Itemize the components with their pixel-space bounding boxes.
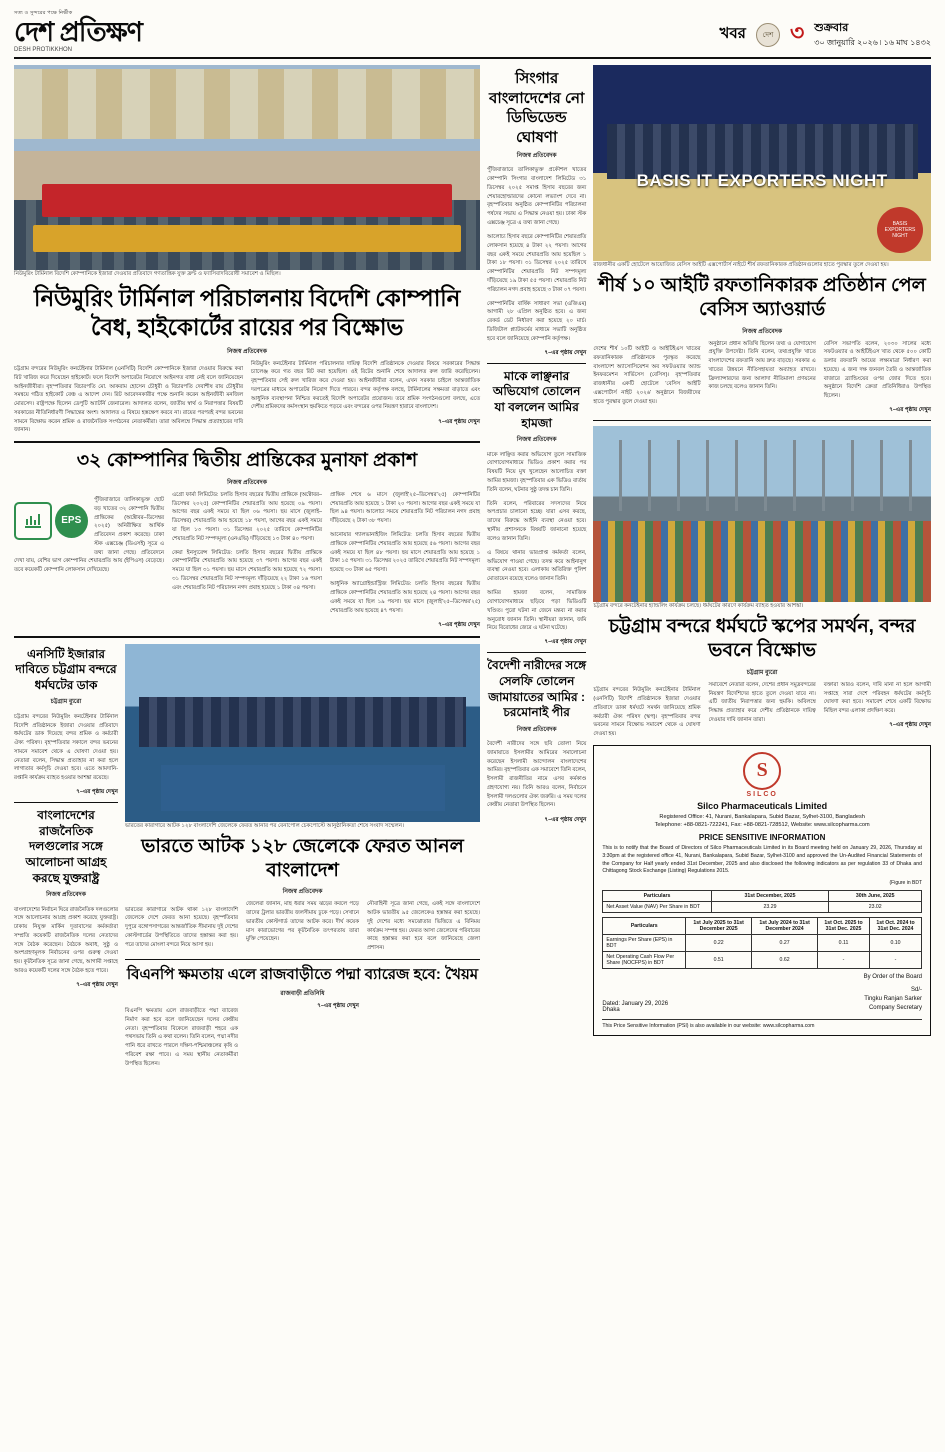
fishermen-paragraph-2: জেলেরা জানান, মাছ ধরার সময় ঝড়ের কবলে পড়ে তাদের ট্রলার ভারতীয় জলসীমায় ঢুকে পড়ে। সেখানে ভারতীয় কোস্টগার্ড তাদের আটক করে। দীর্ঘ কয়েক মাস কারাভোগের পর কূটনৈতিক তৎপরতায় তারা মুক্তি পেয়েছেন। — [246, 901, 359, 943]
ad-signatory-name: Tingku Ranjan Sarker — [864, 996, 922, 1003]
divider-1 — [14, 441, 480, 443]
fishermen-byline: নিজস্ব প্রতিবেদক — [282, 889, 323, 896]
seal-icon: দেশ — [756, 23, 780, 47]
photo-banners-row — [14, 69, 480, 139]
divider-3 — [14, 802, 118, 803]
th2-q2-2025: 1st Oct. 2025 to 31st Dec. 2025 — [818, 918, 870, 935]
column-middle — [487, 65, 586, 1068]
ad-signatory-block — [864, 986, 922, 1013]
port-paragraph-3: বক্তারা আরও বলেন, দাবি মানা না হলে আগামী সপ্তাহে সারা দেশে পরিবহন ধর্মঘটের কর্মসূচি ঘোষণা করা হবে। সমাবেশ শেষে একটি বিক্ষোভ মিছিল বন্দর এলাকা প্রদক্ষিণ করে। — [823, 681, 931, 715]
profit-headline: ৩২ কোম্পানির দ্বিতীয় প্রান্তিকের মুনাফা প্রকাশ — [76, 450, 418, 472]
side-small-byline: নিজস্ব প্রতিবেদক — [516, 726, 557, 733]
divider-4 — [125, 959, 480, 960]
ad-footer-note: This Price Sensitive Information (PSI) is also available in our website: www.silcopharma.com — [602, 1019, 922, 1029]
day-name: শুক্রবার — [814, 22, 849, 35]
th2-particulars: Particulars — [603, 918, 686, 935]
singer-paragraph-3: কোম্পানিটির বার্ষিক সাধারণ সভা (এজিএম) আগামী ২৮ এপ্রিল অনুষ্ঠিত হবে। এ জন্য রেকর্ড ডেট নির্ধারণ করা হয়েছে ২০ মার্চ। ডিজিটাল প্ল্যাটফর্মের মাধ্যমে সভাটি অনুষ্ঠিত হবে বলে জানিয়েছে কোম্পানি কর্তৃপক্ষ। — [487, 300, 587, 342]
td-eps-v2: 0.27 — [752, 935, 818, 952]
port-paragraph-1: চট্টগ্রাম বন্দরের নিউমুরিং কনটেইনার টার্মিনাল (এনসিটি) বিদেশি প্রতিষ্ঠানকে ইজারা দেওয়ার প্রতিবাদে ডাকা ধর্মঘটে সমর্থন জানিয়েছে শ্রমিক কর্মচারী ঐক্য পরিষদ (স্কপ)। বৃহস্পতিবার বন্দর ভবনের সামনে বিক্ষোভ সমাবেশ থেকে এ ঘোষণা দেওয়া হয়। — [593, 687, 701, 738]
hamza-paragraph-4: আমির হামজা বলেন, সামাজিক যোগাযোগমাধ্যমে ছড়িয়ে পড়া ভিডিওটি খণ্ডিত। পুরো ঘটনা না জেনে মন্তব্য না করার অনুরোধ জানান তিনি। স্থানীয়রা জানান, জমি নিয়ে বিরোধের জেরে এ ঘটনা ঘটেছে। — [487, 590, 587, 632]
profit-paragraph-1: পুঁজিবাজারে তালিকাভুক্ত ছোট বড় খাতের ৩২ কোম্পানি দ্বিতীয় প্রান্তিকের (অক্টোবর–ডিসেম্বর ২০২৫) অনিরীক্ষিত আর্থিক প্রতিবেদন প্রকাশ করেছে। ঢাকা স্টক এক্সচেঞ্জ (ডিএসই) সূত্রে এ তথ্য জানা গেছে। প্রতিবেদনে দেখা যায়, বেশির ভাগ কোম্পানির শেয়ারপ্রতি আয় (ইপিএস) বেড়েছে। তবে কয়েকটি কোম্পানি লোকসান দেখিয়েছে। — [14, 497, 164, 574]
singer-paragraph-2: আলোচ্য হিসাব বছরে কোম্পানিটির শেয়ারপ্রতি লোকসান হয়েছে ৪ টাকা ২২ পয়সা। আগের বছর একই সময়ে শেয়ারপ্রতি আয় হয়েছিল ১ টাকা ১৮ পয়সা। ৩১ ডিসেম্বর ২০২৫ তারিখে কোম্পানিটির শেয়ারপ্রতি নিট সম্পদমূল্য দাঁড়িয়েছে ১৯ টাকা ৫৫ পয়সা। শেয়ারপ্রতি নিট পরিচালন নগদ প্রবাহ হয়েছে ৩ টাকা ০৭ পয়সা। — [487, 234, 587, 293]
ad-by-order: By Order of the Board — [863, 974, 922, 981]
table-row — [603, 935, 922, 952]
profit-continuation: ৭–এর পৃষ্ঠায় দেখুন — [438, 621, 480, 628]
basis-photo-caption: রাজধানীর একটি হোটেলে আয়োজিত বেসিস আইটি এক্সপোর্টার্স নাইটে শীর্ষ রফতানিকারক প্রতিষ্ঠানগুলোর হাতে পুরস্কার তুলে দেওয়া হয়। — [593, 262, 889, 268]
td-eps-v3: 0.11 — [818, 935, 870, 952]
ad-address-1: Registered Office: 41, Nurani, Bankalapara, Subid Bazar, Sylhet-3100, Bangladesh — [659, 813, 865, 820]
fishermen-headline: ভারতে আটক ১২৮ জেলেকে ফেরত আনল বাংলাদেশ — [141, 835, 464, 881]
silco-wordmark: SILCO — [746, 790, 778, 798]
page-number: ৩ — [789, 20, 805, 45]
divider-7 — [593, 420, 931, 421]
ad-psi-title: PRICE SENSITIVE INFORMATION — [698, 833, 826, 843]
silco-logo — [602, 752, 922, 798]
page-columns — [14, 65, 931, 1068]
newspaper-logo: দেশ প্রতিক্ষণ — [14, 17, 142, 47]
ncit-byline: চট্টগ্রাম ব্যুরো — [50, 699, 82, 706]
table-header-row — [603, 891, 922, 902]
lead-photo-caption: নিউমুরিং টার্মিনাল বিদেশি কোম্পানিকে ইজারা দেওয়ার প্রতিবাদে গণতান্ত্রিক যুক্ত ফ্রন্ট ও ফ্যাসিবাদবিরোধী সমাবেশ ও মিছিল। — [14, 271, 281, 277]
td-eps-v1: 0.22 — [686, 935, 752, 952]
ad-company-name: Silco Pharmaceuticals Limited — [697, 800, 828, 811]
th2-q2-2024: 1st Oct. 2024 to 31st Dec. 2024 — [870, 918, 922, 935]
photo-red-banner — [42, 184, 452, 217]
singer-byline: নিজস্ব প্রতিবেদক — [516, 153, 557, 159]
politics-continuation: ৭–এর পৃষ্ঠায় দেখুন — [76, 982, 118, 989]
growth-chart-icon — [14, 502, 52, 540]
photo-containers — [593, 521, 931, 602]
politics-byline: নিজস্ব প্রতিবেদক — [46, 892, 86, 899]
ncit-column — [14, 644, 118, 1069]
table-header-row — [603, 918, 922, 935]
basis-paragraph-3: বেসিস সভাপতি বলেন, ২০৩০ সালের মধ্যে সফটওয়্যার ও আইটিইএস খাত থেকে ৫০০ কোটি ডলার রফতানি আয়ের লক্ষ্যমাত্রা নির্ধারণ করা হয়েছে। এ জন্য দক্ষ জনবল তৈরি ও আন্তর্জাতিক বাজারে ব্র্যান্ডিংয়ের ওপর জোর দিতে হবে। অনুষ্ঠানে বিদেশি ক্রেতা প্রতিনিধিরাও উপস্থিত ছিলেন। — [823, 340, 931, 400]
bnp-body — [125, 1002, 480, 1069]
lead-paragraph-1: চট্টগ্রাম বন্দরের নিউমুরিং কনটেইনার টার্মিনাল (এনসিটি) বিদেশি কোম্পানিকে ইজারা দেওয়ার বিরুদ্ধে করা রিট খারিজ করে দিয়েছেন হাইকোর্ট। ফলে বিদেশি অপারেটর নিয়োগে আইনগত বাধা নেই বলে জানিয়েছেন আইনজীবীরা। বৃহস্পতিবার বিচারপতি মো. আকরাম হোসেন চৌধুরী ও বিচারপতি দেবাশীষ রায় চৌধুরীর সমন্বয়ে গঠিত হাইকোর্ট বেঞ্চ এ আদেশ দেন। রিট আবেদনকারীর পক্ষে শুনানি করেন আইনজীবী মনজিল মোরসেদ। রাষ্ট্রপক্ষে ছিলেন ডেপুটি অ্যাটর্নি জেনারেল। আদালত বলেন, জাতীয় স্বার্থ ও নিরাপত্তার বিষয়টি সরকারের নীতিনির্ধারণী সিদ্ধান্তের অংশ। আদালত এ বিষয়ে হস্তক্ষেপ করবে না। রায়ের পরপরই বন্দর ভবনের সামনে বিক্ষোভ করেন শ্রমিক ও রাজনৈতিক সংগঠনের নেতাকর্মীরা। তারা অবিলম্বে সিদ্ধান্ত প্রত্যাহারের দাবি জানান। — [14, 366, 243, 434]
bnp-continuation: ৭–এর পৃষ্ঠায় দেখুন — [317, 1002, 359, 1009]
th2-h1-2024: 1st July 2024 to 31st December 2024 — [752, 918, 818, 935]
th-jun-2025: 30th June, 2025 — [829, 891, 922, 902]
politics-body: বাংলাদেশের নির্বাচন ঘিরে রাজনৈতিক দলগুলোর সঙ্গে আলোচনার আগ্রহ প্রকাশ করেছে যুক্তরাষ্ট্র। ঢাকায় নিযুক্ত মার্কিন দূতাবাসের কর্মকর্তারা সম্প্রতি কয়েকটি রাজনৈতিক দলের নেতাদের সঙ্গে বৈঠক করেছেন। বৈঠকে অবাধ, সুষ্ঠু ও অংশগ্রহণমূলক নির্বাচনের ওপর গুরুত্ব দেওয়া হয়। কূটনৈতিক সূত্রে জানা গেছে, আগামী সপ্তাহে আরও কয়েকটি দলের সঙ্গে বৈঠক হতে পারে। — [14, 906, 118, 974]
profit-body — [14, 491, 480, 630]
section-label: খবর — [719, 25, 746, 42]
masthead-logo-block — [14, 10, 194, 53]
td-nav-label: Net Asset Value (NAV) Per Share in BDT — [603, 902, 711, 913]
hamza-paragraph-2: তিনি বলেন, পরিবারের সদস্যদের নিয়ে অপপ্রচার চালানো হচ্ছে। যারা এসব করছে, তাদের বিরুদ্ধে আইনি ব্যবস্থা নেওয়া হবে। স্থানীয় প্রশাসনকে বিষয়টি জানানো হয়েছে বলেও জানান তিনি। — [487, 500, 587, 542]
silco-mark-icon: S — [743, 752, 781, 790]
port-paragraph-2: সমাবেশে নেতারা বলেন, দেশের প্রধান সমুদ্রবন্দরের নিয়ন্ত্রণ বিদেশিদের হাতে তুলে দেওয়া যাবে না। এটি জাতীয় নিরাপত্তার জন্য হুমকি। অবিলম্বে সিদ্ধান্ত প্রত্যাহার করে দেশীয় প্রতিষ্ঠানকে দায়িত্ব দেওয়ার দাবি জানান তারা। — [708, 681, 816, 723]
basis-paragraph-1: দেশের শীর্ষ ১০টি আইটি ও আইটিইএস খাতের রফতানিকারক প্রতিষ্ঠানকে পুরস্কৃত করেছে বাংলাদেশ অ্যাসোসিয়েশন অব সফটওয়্যার অ্যান্ড ইনফরমেশন সার্ভিসেস (বেসিস)। বৃহস্পতিবার রাজধানীর একটি হোটেলে 'বেসিস আইটি এক্সপোর্টার্স নাইট ২০২৬' অনুষ্ঠানে বিজয়ীদের হাতে পুরস্কার তুলে দেওয়া হয়। — [593, 346, 701, 405]
bnp-byline: রাজবাড়ী প্রতিনিধি — [280, 990, 325, 997]
profit-paragraph-5: আনোয়ার গ্যালভানাইজিং লিমিটেড: চলতি হিসাব বছরের দ্বিতীয় প্রান্তিকে কোম্পানিটির শেয়ারপ্রতি আয় হয়েছে ৫৬ পয়সা। আগের বছর একই সময়ে যা ছিল ৪৮ পয়সা। ছয় মাসে শেয়ারপ্রতি আয় হয়েছে ১ টাকা ১৫ পয়সা। ৩১ ডিসেম্বর ২০২৫ তারিখে শেয়ারপ্রতি নিট সম্পদমূল্য হয়েছে ৩০ টাকা ৬৫ পয়সা। — [330, 532, 481, 574]
lead-paragraph-2: নিউমুরিং কনটেইনার টার্মিনাল পরিচালনার দায়িত্ব বিদেশি প্রতিষ্ঠানকে দেওয়ার বিষয়ে সরকারের সিদ্ধান্ত চ্যালেঞ্জ করে গত বছর রিট করা হয়েছিল। ওই রিটের শুনানি শেষে আদালত রুল জারি করেছিলেন। বৃহস্পতিবার সেই রুল খারিজ করে দেওয়া হয়। আইনজীবীরা বলেন, এখন সরকার চাইলে আন্তর্জাতিক দরপত্রের মাধ্যমে অপারেটর নিয়োগ দিতে পারবে। বন্দর কর্তৃপক্ষ বলছে, টার্মিনালের সক্ষমতা বাড়াতে এবং আধুনিক ব্যবস্থাপনা নিশ্চিত করতেই বিদেশি অপারেটর প্রয়োজন। তবে শ্রমিক সংগঠনগুলো বলছে, এতে দেশীয় শ্রমিকদের কর্মসংস্থান হুমকিতে পড়বে এবং বন্দরের ওপর নিয়ন্ত্রণ হারাবে বাংলাদেশ। — [251, 360, 480, 411]
th2-h1-2025: 1st July 2025 to 31st December 2025 — [686, 918, 752, 935]
ncit-headline: এনসিটি ইজারার দাবিতে চট্টগ্রাম বন্দরে ধর্মঘটের ডাক — [15, 646, 117, 692]
basis-headline: শীর্ষ ১০ আইটি রফতানিকারক প্রতিষ্ঠান পেল বেসিস অ্যাওয়ার্ড — [598, 275, 926, 320]
singer-headline: সিংগার বাংলাদেশের নো ডিভিডেন্ড ঘোষণা — [489, 70, 585, 146]
hamza-paragraph-1: মাকে লাঞ্ছিত করার অভিযোগ তুলে সামাজিক যোগাযোগমাধ্যমে ভিডিও প্রকাশ করার পর বিষয়টি নিয়ে মুখ খুলেছেন আলোচিত বক্তা আমির হামজা। বৃহস্পতিবার এক ভিডিও বার্তায় তিনি বলেন, ঘটনার সুষ্ঠু তদন্ত চান তিনি। — [487, 451, 587, 493]
ad-date-block — [602, 1001, 668, 1013]
advertisement-price-sensitive-info — [593, 745, 931, 1036]
hamza-headline: মাকে লাঞ্ছনার অভিযোগ তোলেন যা বললেন আমির হামজা — [492, 368, 581, 430]
bnp-headline: বিএনপি ক্ষমতায় এলে রাজবাড়ীতে পদ্মা ব্যারেজ হবে: খৈয়ম — [126, 966, 479, 984]
fishermen-paragraph-1: ভারতের কারাগারে আটক থাকা ১২৮ বাংলাদেশি জেলেকে দেশে ফেরত আনা হয়েছে। বৃহস্পতিবার দুপুরে বঙ্গোপসাগরের আন্তর্জাতিক সীমানায় দুই দেশের কোস্টগার্ডের উপস্থিতিতে তাদের হস্তান্তর করা হয়। পরে তাদের মোংলা বন্দরে নিয়ে আসা হয়। — [125, 906, 238, 948]
photo-yellow-banner — [33, 225, 462, 252]
ad-signatory-title: Company Secretary — [868, 1005, 922, 1012]
ad-table-nav — [602, 890, 922, 913]
td-nocfps-v2: 0.62 — [752, 952, 818, 969]
newspaper-logo-latin: DESH PROTIKKHON — [14, 47, 73, 53]
lead-body — [14, 360, 480, 435]
hamza-continuation: ৭–এর পৃষ্ঠায় দেখুন — [544, 639, 587, 646]
ncit-continuation: ৭–এর পৃষ্ঠায় দেখুন — [76, 789, 118, 796]
fishermen-column — [125, 644, 480, 1069]
date-text: ৩০ জানুয়ারি ২০২৬ ৷ ১৬ মাঘ ১৪৩২ — [814, 37, 931, 47]
hamza-paragraph-3: এ বিষয়ে থানার ভারপ্রাপ্ত কর্মকর্তা বলেন, অভিযোগ পাওয়া গেছে। তদন্ত করে আইনানুগ ব্যবস্থা নেওয়া হবে। এলাকায় অতিরিক্ত পুলিশ মোতায়েন রয়েছে বলেও জানান তিনি। — [487, 549, 587, 583]
bnp-paragraph: বিএনপি ক্ষমতায় এলে রাজবাড়ীতে পদ্মা ব্যারেজ নির্মাণ করা হবে বলে জানিয়েছেন দলের কেন্দ্রীয় নেতা। বৃহস্পতিবার বিকেলে রাজবাড়ী শহরে এক পথসভায় তিনি এ কথা বলেন। তিনি বলেন, পদ্মা নদীর পানি ধরে রাখতে পারলে দক্ষিণ-পশ্চিমাঞ্চলের কৃষি ও পরিবেশ রক্ষা পাবে। এ সময় স্থানীয় নেতাকর্মীরা উপস্থিত ছিলেন। — [125, 1008, 238, 1067]
port-photo — [593, 426, 931, 602]
fishermen-body — [125, 900, 480, 954]
basis-byline: নিজস্ব প্রতিবেদক — [742, 328, 783, 335]
table-row — [603, 952, 922, 969]
divider-6 — [487, 652, 586, 653]
basis-continuation: ৭–এর পৃষ্ঠায় দেখুন — [889, 407, 931, 414]
side-small-headline: বৈদেশী নারীদের সঙ্গে সেলফি তোলেন জামায়াতের আমির : চরমোনাই পীর — [487, 658, 587, 720]
lower-left-block — [14, 644, 480, 1069]
td-eps-label: Earnings Per Share (EPS) in BDT — [603, 935, 686, 952]
ad-dated: Dated: January 29, 2026 — [602, 1001, 669, 1008]
ad-city: Dhaka — [602, 1007, 620, 1014]
masthead — [14, 10, 931, 59]
lead-byline: নিজস্ব প্রতিবেদক — [227, 348, 267, 355]
politics-headline: বাংলাদেশের রাজনৈতিক দলগুলোর সঙ্গে আলোচনা আগ্রহ করছে যুক্তরাষ্ট্র — [25, 808, 107, 885]
basis-photo — [593, 65, 931, 261]
profit-paragraph-4: প্রান্তিক শেষে ৬ মাসে (জুলাই'২৫–ডিসেম্বর'২৫) কোম্পানিটির শেয়ারপ্রতি আয় হয়েছে ১ টাকা ২০ পয়সা। আগের বছর একই সময়ে যা ছিল ৯৪ পয়সা। আলোচ্য সময়ে শেয়ারপ্রতি নিট পরিচালন নগদ প্রবাহ দাঁড়িয়েছে ২ টাকা ৩৮ পয়সা। — [330, 491, 480, 525]
td-nocfps-label: Net Operating Cash Flow Per Share (NOCFPS) in BDT — [603, 952, 686, 969]
td-nav-dec25: 23.29 — [711, 902, 829, 913]
date-block — [814, 21, 931, 48]
profit-paragraph-2: এগ্রো ফার্মা লিমিটেড: চলতি হিসাব বছরের দ্বিতীয় প্রান্তিকে (অক্টোবর–ডিসেম্বর ২০২৫) কোম্পানিটির শেয়ারপ্রতি আয় হয়েছে ০৯ পয়সা। আগের বছর একই সময়ে যা ছিল ০৬ পয়সা। ছয় মাসে (জুলাই–ডিসেম্বর) শেয়ারপ্রতি আয় হয়েছে ১৮ পয়সা, আগের বছর একই সময়ে যা ছিল ১৩ পয়সা। ৩১ ডিসেম্বর ২০২৫ তারিখে কোম্পানিটির শেয়ারপ্রতি নিট সম্পদমূল্য (এনএভি) দাঁড়িয়েছে ১৩ টাকা ৪০ পয়সা। — [172, 491, 322, 542]
ncit-body: চট্টগ্রাম বন্দরের নিউমুরিং কনটেইনার টার্মিনাল বিদেশি প্রতিষ্ঠানকে ইজারা দেওয়ার প্রতিবাদে ধর্মঘটের ডাক দিয়েছে বন্দর শ্রমিক ও কর্মচারী ঐক্য পরিষদ। বৃহস্পতিবার সকালে বন্দর ভবনের সামনে সমাবেশ থেকে এ ঘোষণা দেওয়া হয়। নেতারা বলেন, সিদ্ধান্ত প্রত্যাহার না করা হলে লাগাতার কর্মসূচি দেওয়া হবে। এতে আমদানি-রপ্তানি কার্যক্রম ব্যাহত হওয়ার আশঙ্কা রয়েছে। — [14, 713, 118, 782]
side-small-body: বৈদেশী নারীদের সঙ্গে ছবি তোলা নিয়ে জামায়াতে ইসলামীর আমিরের সমালোচনা করেছেন ইসলামী আন্দোলন বাংলাদেশের আমির। বৃহস্পতিবার এক সমাবেশে তিনি বলেন, ইসলামী রাজনীতির নামে এসব কর্মকাণ্ড গ্রহণযোগ্য নয়। তিনি আরও বলেন, নির্বাচনে ইসলামী দলগুলোর ঐক্য জরুরি। এ সময় দলের কেন্দ্রীয় নেতারা উপস্থিত ছিলেন। — [487, 741, 587, 809]
masthead-right — [719, 10, 931, 53]
singer-continuation: ৭–এর পৃষ্ঠায় দেখুন — [544, 349, 587, 356]
column-left — [14, 65, 480, 1068]
side-small-continuation: ৭–এর পৃষ্ঠায় দেখুন — [544, 816, 587, 823]
lead-continuation: ৭–এর পৃষ্ঠায় দেখুন — [438, 418, 480, 425]
basis-body — [593, 340, 931, 416]
hamza-byline: নিজস্ব প্রতিবেদক — [516, 437, 557, 444]
ad-address-2: Telephone: +88-0821-722241, Fax: +88-0821-728512, Website: www.silcopharma.com — [654, 821, 870, 828]
photo-cranes — [593, 440, 931, 510]
td-eps-v4: 0.10 — [870, 935, 922, 952]
ad-table-eps — [602, 917, 922, 969]
port-byline: চট্টগ্রাম ব্যুরো — [746, 669, 778, 676]
basis-badge-icon: BASIS EXPORTERS NIGHT — [877, 207, 923, 253]
td-nocfps-v4: - — [870, 952, 922, 969]
profit-paragraph-6: আধুনিক অ্যাগ্রোইন্ডাস্ট্রিজ লিমিটেড: চলতি হিসাব বছরের দ্বিতীয় প্রান্তিকে কোম্পানিটির শেয়ারপ্রতি আয় হয়েছে ২৪ পয়সা। আগের বছর একই সময়ে যা ছিল ১৯ পয়সা। ছয় মাসে (জুলাই'২৫–ডিসেম্বর'২৫) শেয়ারপ্রতি আয় হয়েছে ৪৭ পয়সা। — [330, 581, 480, 614]
lead-headline: নিউমুরিং টার্মিনাল পরিচালনায় বিদেশি কোম্পানি বৈধ, হাইকোর্টের রায়ের পর বিক্ষোভ — [33, 285, 461, 340]
masthead-tagline: সত্য ও সুন্দরের পক্ষে নির্ভীক — [14, 10, 73, 16]
ad-intro-text: This is to notify that the Board of Directors of Silco Pharmaceuticals Limited in its Board meeting held on January 29, 2026, Thursday at 3:30pm at the registered office 41, Nurani, Bankalapara, Subid Bazar, Sylhet-3100 and approved the Un-Audited Financial Statements of the Company for Half yearly ended 31st December, 2025 and also disclosed the following indicators as per regulation 33 of Dhaka and Chittagong Stock Exchange (Listing) Regulations 2015. — [602, 845, 922, 875]
divider-2 — [14, 636, 480, 638]
profit-paragraph-3: কেয়া ইনস্যুরেন্স লিমিটেড: চলতি হিসাব বছরের দ্বিতীয় প্রান্তিকে কোম্পানিটির শেয়ারপ্রতি আয় হয়েছে ৩৭ পয়সা। আগের বছর একই সময়ে যা ছিল ৩১ পয়সা। ছয় মাসে শেয়ারপ্রতি আয় হয়েছে ৭২ পয়সা। ৩১ ডিসেম্বর শেয়ারপ্রতি নিট সম্পদমূল্য দাঁড়িয়েছে ২২ টাকা ১৬ পয়সা এবং শেয়ারপ্রতি নিট পরিচালন নগদ প্রবাহ হয়েছে ১ টাকা ০৪ পয়সা। — [172, 549, 322, 591]
divider-5 — [487, 363, 586, 364]
port-headline: চট্টগ্রাম বন্দরে ধর্মঘটে স্কপের সমর্থন, বন্দর ভবনে বিক্ষোভ — [608, 616, 916, 662]
photo-table — [161, 765, 445, 811]
td-nav-jun25: 23.02 — [829, 902, 922, 913]
port-body — [593, 681, 931, 739]
ad-currency-note: (Figure in BDT — [889, 880, 922, 887]
photo-officials-row — [139, 697, 466, 747]
singer-paragraph-1: পুঁজিবাজারে তালিকাভুক্ত প্রকৌশল খাতের কোম্পানি সিংগার বাংলাদেশ লিমিটেড ৩১ ডিসেম্বর ২০২৫ সমাপ্ত হিসাব বছরের জন্য শেয়ারহোল্ডারদের কোনো লভ্যাংশ দেবে না। বৃহস্পতিবার অনুষ্ঠিত কোম্পানিটির পরিচালনা পর্ষদের সভায় এ সিদ্ধান্ত নেওয়া হয়। ঢাকা স্টক এক্সচেঞ্জ সূত্রে এ তথ্য জানা গেছে। — [487, 167, 587, 226]
press-photo-caption: ভারতের কারাগারে আটক ১২৮ বাংলাদেশি জেলেকে ফেরত আনার পর বেনাপোল চেকপোস্টে আনুষ্ঠানিকতা শেষে সংবাদ সম্মেলন। — [125, 822, 405, 829]
column-right — [593, 65, 931, 1068]
td-nocfps-v3: - — [818, 952, 870, 969]
fishermen-paragraph-3: নৌবাহিনী সূত্রে জানা গেছে, একই সঙ্গে বাংলাদেশে আটক ভারতীয় ৯৫ জেলেকেও হস্তান্তর করা হয়েছে। দুই দেশের মধ্যে সমঝোতার ভিত্তিতে এ বিনিময় কার্যক্রম সম্পন্ন হয়। ফেরত আসা জেলেদের পরিবারের কাছে হস্তান্তর করা হবে বলে জানিয়েছে জেলা প্রশাসন। — [367, 901, 480, 952]
basis-banner-text: BASIS IT EXPORTERS NIGHT — [636, 170, 888, 190]
th-particulars: Particulars — [603, 891, 711, 902]
ad-sd: Sd/- — [910, 987, 922, 994]
profit-byline: নিজস্ব প্রতিবেদক — [227, 479, 267, 486]
port-continuation: ৭–এর পৃষ্ঠায় দেখুন — [889, 722, 931, 729]
lead-photo — [14, 65, 480, 270]
press-conference-photo — [125, 644, 480, 822]
basis-paragraph-2: অনুষ্ঠানে প্রধান অতিথি ছিলেন তথ্য ও যোগাযোগ প্রযুক্তি উপদেষ্টা। তিনি বলেন, তথ্যপ্রযুক্তি খাতে বাংলাদেশের রফতানি আয় দ্রুত বাড়ছে। সরকার এ খাতের উন্নয়নে নীতিসহায়তা অব্যাহত রাখবে। ফ্রিল্যান্সারদের জন্য আলাদা নীতিমালা প্রণয়নের কাজ চলছে বলেও জানান তিনি। — [708, 340, 816, 391]
eps-badge-icon: EPS — [55, 504, 89, 538]
ad-signature-block — [602, 986, 922, 1013]
th-dec-2025: 31st December, 2025 — [711, 891, 829, 902]
port-photo-caption: চট্টগ্রাম বন্দরে কনটেইনার হ্যান্ডলিং কার্যক্রম চলছে। ধর্মঘটের কারণে কার্যক্রম ব্যাহত হওয়ার আশঙ্কা। — [593, 603, 804, 610]
td-nocfps-v1: 0.51 — [686, 952, 752, 969]
table-row — [603, 902, 922, 913]
